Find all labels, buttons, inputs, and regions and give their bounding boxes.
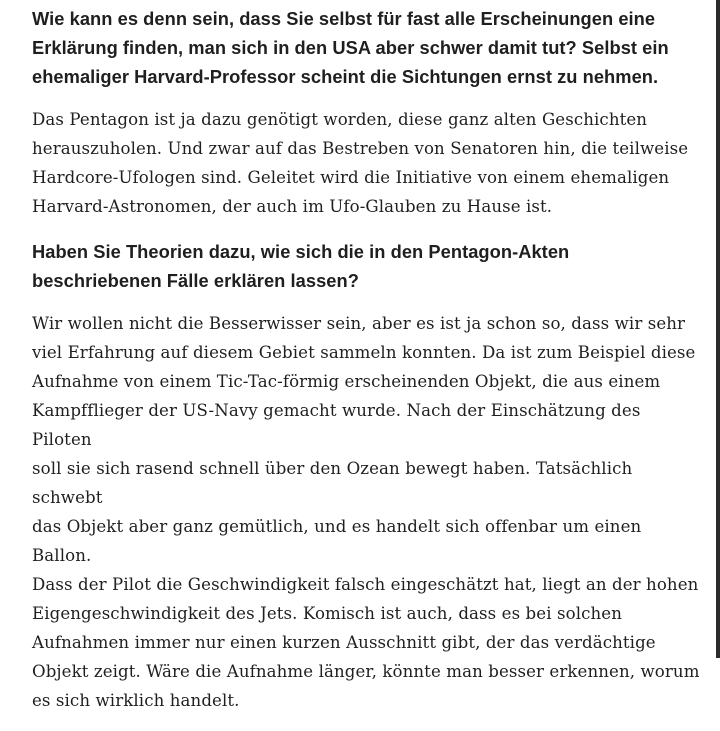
interview-answer-2	[32, 309, 702, 715]
text-line: Das Pentagon ist ja dazu genötigt worden, diese ganz alten Geschichten	[32, 110, 648, 129]
text-line: Aufnahmen immer nur einen kurzen Ausschnitt gibt, der das verdächtige	[32, 633, 656, 652]
text-line: Hardcore-Ufologen sind. Geleitet wird die Initiative von einem ehemaligen	[32, 168, 670, 187]
text-line: soll sie sich rasend schnell über den Ozean bewegt haben. Tatsächlich schwebt	[32, 459, 633, 507]
text-line: Haben Sie Theorien dazu, wie sich die in den Pentagon-Akten	[32, 241, 570, 262]
article-body	[32, 4, 702, 731]
text-line: beschriebenen Fälle erklären lassen?	[32, 270, 359, 291]
interview-answer-1	[32, 105, 702, 221]
text-line: Dass der Pilot die Geschwindigkeit falsch eingeschätzt hat, liegt an der hohen	[32, 575, 699, 594]
text-line: Objekt zeigt. Wäre die Aufnahme länger, könnte man besser erkennen, worum	[32, 662, 700, 681]
text-line: Aufnahme von einem Tic-Tac-förmig erscheinenden Objekt, die aus einem	[32, 372, 661, 391]
text-line: herauszuholen. Und zwar auf das Bestreben von Senatoren hin, die teilweise	[32, 139, 689, 158]
right-edge-bar	[716, 0, 720, 658]
text-line: Erklärung finden, man sich in den USA aber schwer damit tut? Selbst ein	[32, 37, 669, 58]
text-line: Kampfflieger der US-Navy gemacht wurde. Nach der Einschätzung des Piloten	[32, 401, 641, 449]
interview-question-2	[32, 237, 702, 295]
interview-question-1	[32, 4, 702, 91]
text-line: Eigengeschwindigkeit des Jets. Komisch ist auch, dass es bei solchen	[32, 604, 622, 623]
text-line: Wir wollen nicht die Besserwisser sein, aber es ist ja schon so, dass wir sehr	[32, 314, 686, 333]
text-line: Harvard-Astronomen, der auch im Ufo-Glauben zu Hause ist.	[32, 197, 553, 216]
text-line: viel Erfahrung auf diesem Gebiet sammeln konnten. Da ist zum Beispiel diese	[32, 343, 696, 362]
text-line: es sich wirklich handelt.	[32, 691, 240, 710]
text-line: das Objekt aber ganz gemütlich, und es handelt sich offenbar um einen Ballon.	[32, 517, 642, 565]
text-line: Wie kann es denn sein, dass Sie selbst für fast alle Erscheinungen eine	[32, 8, 656, 29]
text-line: ehemaliger Harvard-Professor scheint die Sichtungen ernst zu nehmen.	[32, 66, 659, 87]
